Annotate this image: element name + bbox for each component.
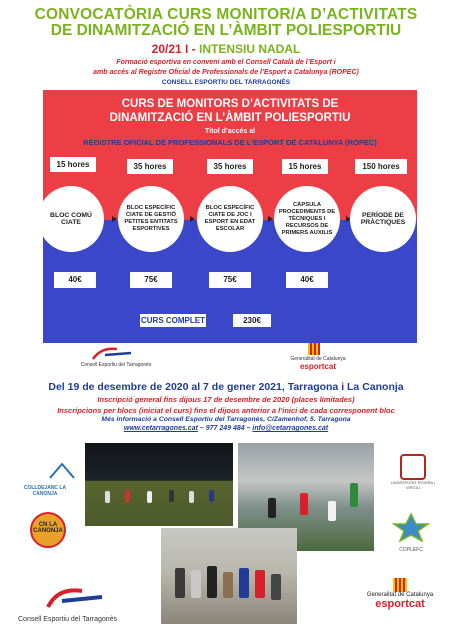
colldejanc-logo: COLLDEJANC LA CANONJA [14,460,76,490]
colldejanc-icon [14,460,76,480]
course-dates: Del 19 de desembre de 2020 al 7 de gener 2021, Tarragona i La Canonja [48,381,404,393]
hours-module-2: 35 hores [127,159,173,174]
registry-name: REGISTRE OFICIAL DE PROFESSIONALS DE L’ESPORT DE CATALUNYA (ROPEC) [83,138,377,147]
esportcat-text: esportcat [299,362,336,371]
module-circle-3: BLOC ESPECÍFIC CIATE DE JOC I ESPORT EN EDAT ESCOLAR [197,186,263,252]
hours-module-3: 35 hores [207,159,253,174]
price-module-3: 75€ [209,272,251,288]
title-line-2: DE DINAMITZACIÓ EN L’ÀMBIT POLIESPORTIU [50,22,402,39]
arrow-icon [112,216,117,222]
email-link[interactable]: info@cetarragones.cat [252,425,329,432]
hours-module-5: 150 hores [355,159,407,174]
generalitat-text: Generalitat de Catalunya [290,356,346,362]
info-line-2: Inscripcions per blocs (iniciat el curs) fins el dijous anterior a l’inici de cada corresponent bloc [57,406,395,415]
access-label: Títol d’accés al [204,128,256,135]
generalitat-flag-icon [393,578,407,592]
price-module-1: 40€ [54,272,96,288]
edition-line [0,42,452,56]
arrow-icon [190,216,195,222]
full-course-label: CURS COMPLET [141,316,205,325]
price-module-2: 75€ [130,272,172,288]
photo-group [161,528,297,624]
note-line-2: amb accés al Registre Oficial de Professionals de l’Esport a Catalunya (ROPEC) [93,69,359,76]
cnl-logo: CN LA CANONJA [30,512,66,548]
info-line-3: Més informació a Consell Esportiu del Tarragonès, C/Zamenhof, 5. Tarragona [101,416,351,423]
generalitat-flag-icon [308,343,320,355]
module-circle-5: PERÍODE DE PRÀCTIQUES [350,186,416,252]
panel-title: CURS DE MONITORS D’ACTIVITATS DE DINAMITZACIÓ EN L’ÀMBIT POLIESPORTIU [109,98,351,124]
cet-logo-icon [91,345,135,361]
coplefc-logo: COPLEFC [386,512,436,554]
cet-footer-logo: Consell Esportiu del Tarragonès [18,583,128,623]
full-course-price: 230€ [233,314,271,327]
edition-tag: INTENSIU NADAL [199,42,301,56]
module-circle-1: BLOC COMÚ CIATE [38,186,104,252]
note-line-1: Formació esportiva en conveni amb el Consell Català de l’Esport i [116,59,336,66]
organizer-name: CONSELL ESPORTIU DEL TARRAGONÈS [161,79,291,86]
website-link[interactable]: www.cetarragones.cat [123,425,198,432]
edition-number: 20/21 I - [151,42,196,56]
title-line-1: CONVOCATÒRIA CURS MONITOR/A D’ACTIVITATS [34,6,418,23]
panel-logos [43,343,417,373]
module-circle-2: BLOC ESPECÍFIC CIATE DE GESTIÓ PETITES ENTITATS ESPORTIVES [118,186,184,252]
arrow-icon [268,216,273,222]
photo-night-training [85,443,233,526]
generalitat-footer-logo: Generalitat de Catalunya esportcat [360,578,440,628]
price-module-4: 40€ [286,272,328,288]
cet-logo-text: Consell Esportiu del Tarragonès [80,362,152,368]
hours-module-1: 15 hores [50,157,96,172]
hours-module-4: 15 hores [282,159,328,174]
cet-footer-icon [18,583,108,611]
info-line-1: Inscripció general fins dijous 17 de desembre de 2020 (places limitades) [97,395,355,404]
urv-logo: UNIVERSITAT ROVIRA I VIRGILI [388,454,438,490]
module-circle-4: CÀPSULA PROCEDIMENTS DE TÈCNIQUES I RECURSOS DE PRIMERS AUXILIS [274,186,340,252]
star-icon [386,512,436,542]
contact-line: www.cetarragones.cat – 977 249 484 – info@cetarragones.cat [123,425,329,432]
